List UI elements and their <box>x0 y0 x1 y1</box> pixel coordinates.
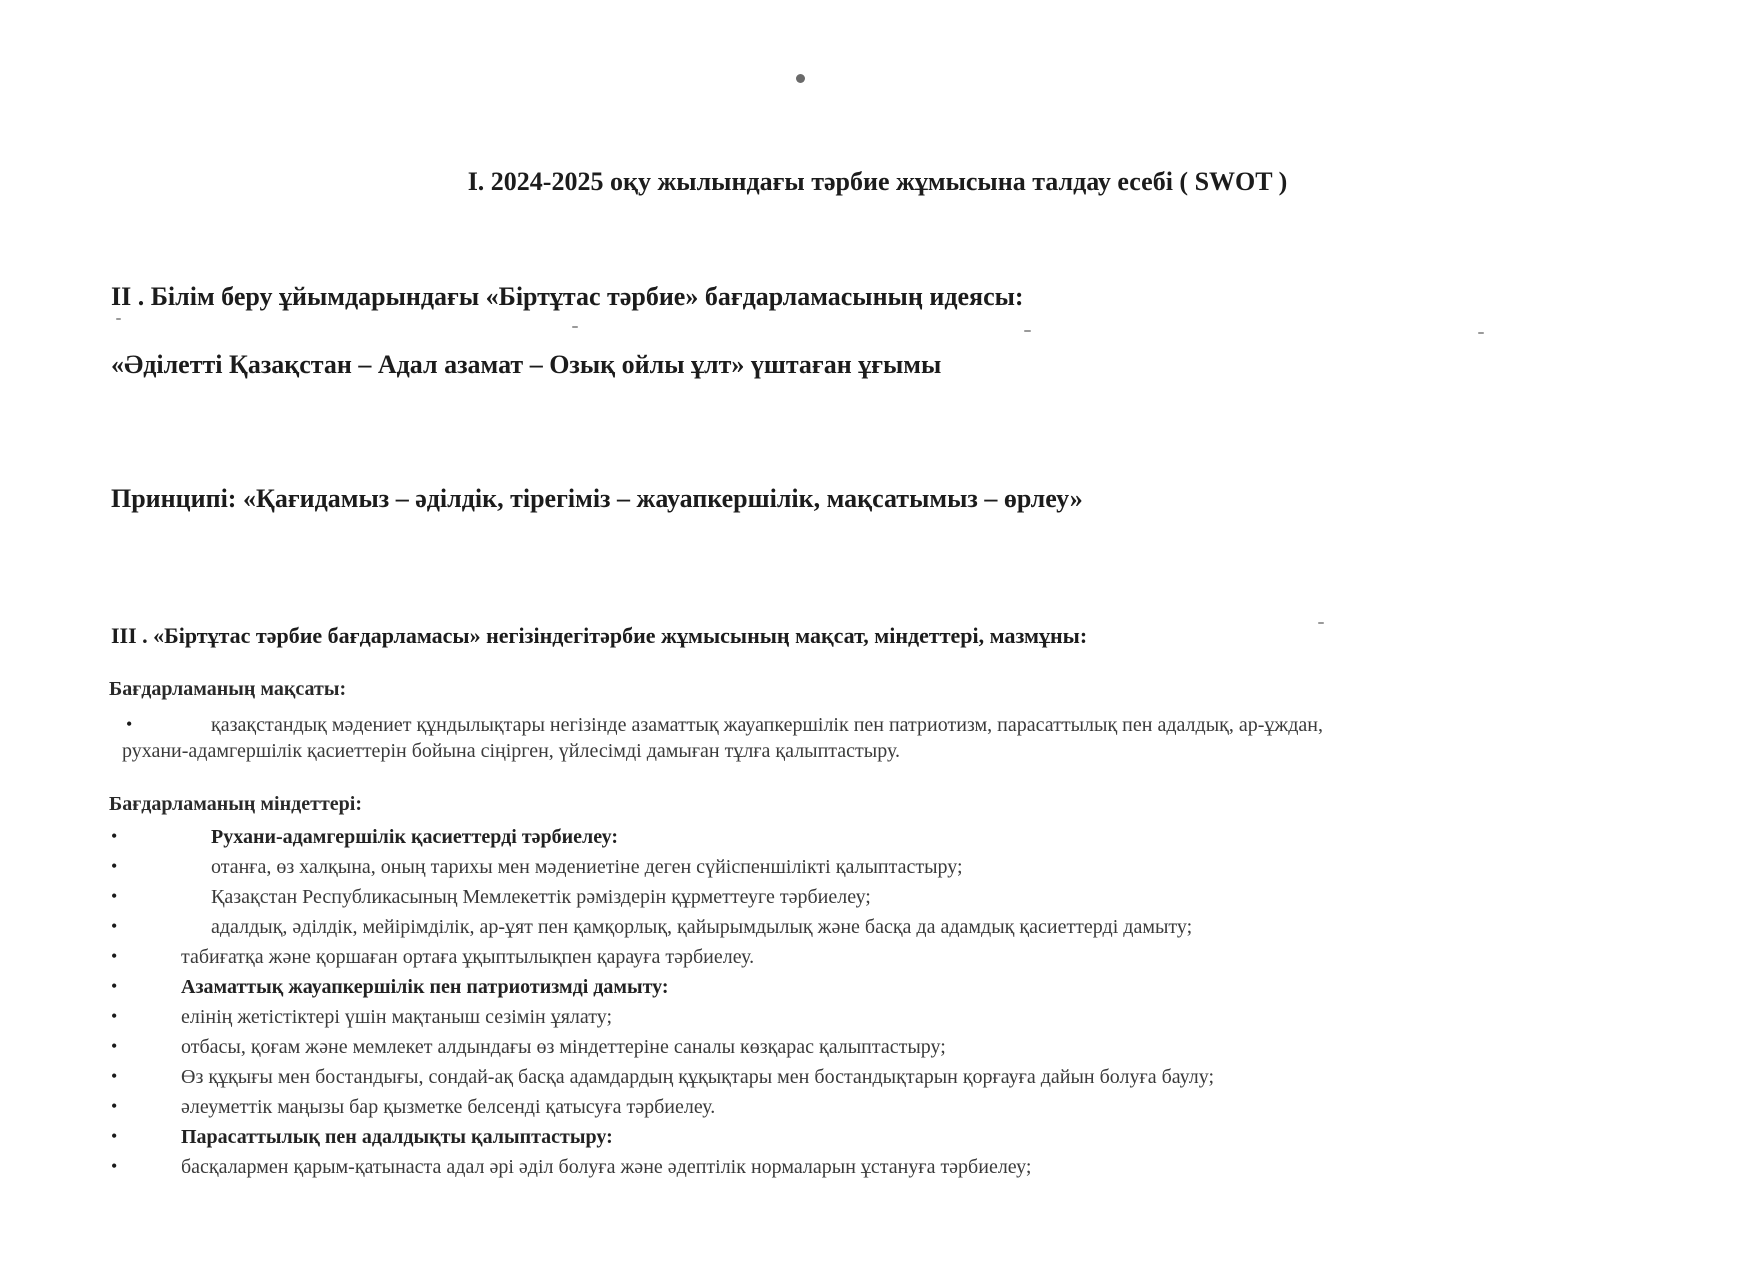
scan-artifact-dot <box>796 74 805 83</box>
task-bullet: • <box>111 916 118 936</box>
task-bullet: • <box>111 826 118 846</box>
scan-speck <box>572 326 578 328</box>
principle-statement: Принципі: «Қағидамыз – әділдік, тірегіміз – жауапкершілік, мақсатымыз – өрлеу» <box>111 484 1083 513</box>
task-bullet: • <box>111 1156 118 1176</box>
task-item: табиғатқа және қоршаған ортаға ұқыптылықпен қарауға тәрбиелеу. <box>181 946 755 968</box>
scan-speck <box>1478 332 1484 334</box>
task-item: Парасаттылық пен адалдықты қалыптастыру: <box>181 1126 613 1148</box>
task-bullet: • <box>111 976 118 996</box>
task-item: басқалармен қарым-қатынаста адал әрі әділ болуға және әдептілік нормаларын ұстануға тәрбиелеу; <box>181 1156 1032 1178</box>
task-bullet: • <box>111 886 118 906</box>
task-item: Рухани-адамгершілік қасиеттерді тәрбиелеу: <box>211 826 619 848</box>
tasks-heading: Бағдарламаның міндеттері: <box>109 793 362 815</box>
idea-statement: «Әділетті Қазақстан – Адал азамат – Озық ойлы ұлт» үштаған ұғымы <box>111 350 942 379</box>
task-bullet: • <box>111 1066 118 1086</box>
task-bullet: • <box>111 946 118 966</box>
task-item: отанға, өз халқына, оның тарихы мен мәдениетіне деген сүйіспеншілікті қалыптастыру; <box>211 856 963 878</box>
section-2-heading: II . Білім беру ұйымдарындағы «Біртұтас тәрбие» бағдарламасының идеясы: <box>111 282 1024 311</box>
task-item: елінің жетістіктері үшін мақтаныш сезімін ұялату; <box>181 1006 613 1028</box>
task-bullet: • <box>111 1006 118 1026</box>
task-bullet: • <box>111 1126 118 1146</box>
scan-speck <box>1318 622 1324 624</box>
scan-speck <box>1024 330 1031 332</box>
task-item: әлеуметтік маңызы бар қызметке белсенді қатысуға тәрбиелеу. <box>181 1096 716 1118</box>
task-bullet: • <box>111 856 118 876</box>
task-item: Қазақстан Республикасының Мемлекеттік рәміздерін құрметтеуге тәрбиелеу; <box>211 886 871 908</box>
task-bullet: • <box>111 1036 118 1056</box>
goal-heading: Бағдарламаның мақсаты: <box>109 678 347 700</box>
task-item: адалдық, әділдік, мейірімділік, ар-ұят пен қамқорлық, қайырымдылық және басқа да адамдық қасиеттерді дамыту; <box>211 916 1193 938</box>
goal-text-line-1: қазақстандық мәдениет құндылықтары негізінде азаматтық жауапкершілік пен патриотизм, парасаттылық пен адалдық, ар-ұждан, <box>211 714 1323 736</box>
task-item: Азаматтық жауапкершілік пен патриотизмді дамыту: <box>181 976 669 998</box>
goal-text-line-2: рухани-адамгершілік қасиеттерін бойына сіңірген, үйлесімді дамыған тұлға қалыптастыру. <box>122 740 900 762</box>
task-item: отбасы, қоғам және мемлекет алдындағы өз міндеттеріне саналы көзқарас қалыптастыру; <box>181 1036 946 1058</box>
task-item: Өз құқығы мен бостандығы, сондай-ақ басқа адамдардың құқықтары мен бостандықтарын қорғауға дайын болуға баулу; <box>181 1066 1214 1088</box>
section-3-heading: III . «Біртұтас тәрбие бағдарламасы» негізіндегітәрбие жұмысының мақсат, міндеттері, мазмұны: <box>111 623 1088 648</box>
goal-bullet: • <box>126 714 133 734</box>
scan-speck <box>116 318 121 320</box>
task-bullet: • <box>111 1096 118 1116</box>
page-title: I. 2024-2025 оқу жылындағы тәрбие жұмысына талдау есебі ( SWOT ) <box>467 167 1288 196</box>
